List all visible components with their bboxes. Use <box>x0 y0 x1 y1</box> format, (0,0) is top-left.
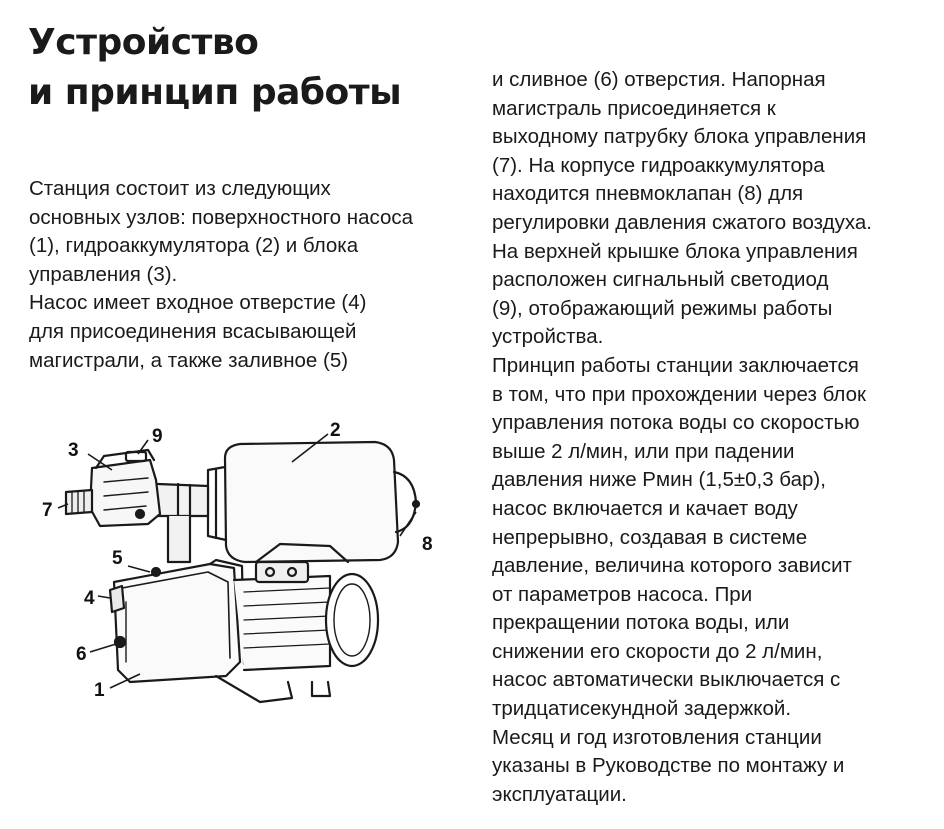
label-6: 6 <box>76 644 87 665</box>
label-3: 3 <box>68 440 79 461</box>
label-4: 4 <box>84 588 95 609</box>
label-5: 5 <box>112 548 123 569</box>
outlet-nozzle <box>66 490 92 514</box>
label-1: 1 <box>94 680 105 701</box>
label-8: 8 <box>422 534 433 555</box>
left-column-text: Станция состоит из следующих основных узлов: поверхностного насоса (1), гидроаккумулятора (2) и блока управления (3). Насос имеет входное отверстие (4) для присоединения всасывающей магистрали, а также заливное (5) <box>29 177 414 372</box>
inlet-port <box>110 586 124 612</box>
label-9: 9 <box>152 426 163 447</box>
connection-pipe <box>158 484 208 516</box>
pump-motor <box>234 544 378 696</box>
label-2: 2 <box>330 420 341 441</box>
page-title <box>28 18 401 118</box>
fill-port <box>152 568 160 576</box>
drain-port <box>115 637 125 647</box>
riser-pipe <box>168 516 190 562</box>
title-line-2: и принцип работы <box>28 72 402 113</box>
right-column-text: и сливное (6) отверстия. Напорная магистраль присоединяется к выходному патрубку блока управления (7). На корпусе гидроаккумулятора находится пневмоклапан (8) для регулировки давления сжатого воздуха. На верхней крышке блока управления расположен сигнальный светодиод (9), отображающий режимы работы устройства. Принцип работы станции заключается в том, что при прохождении через блок управления потока воды со скоростью выше 2 л/мин, или при падении давления ниже Рмин (1,5±0,3 бар), насос включается и качает воду непрерывно, создавая в системе давление, величина которого зависит от параметров насоса. При прекращении потока воды, или снижении его скорости до 2 л/мин, насос автоматически выключается с тридцатисекундной задержкой. Месяц и год изготовления станции указаны в Руководстве по монтажу и эксплуатации. <box>492 68 872 806</box>
pump-station-diagram <box>30 412 460 712</box>
pneumatic-valve <box>413 501 419 507</box>
title-line-1: Устройство <box>28 22 259 63</box>
pressure-tank <box>208 442 416 562</box>
label-7: 7 <box>42 500 53 521</box>
